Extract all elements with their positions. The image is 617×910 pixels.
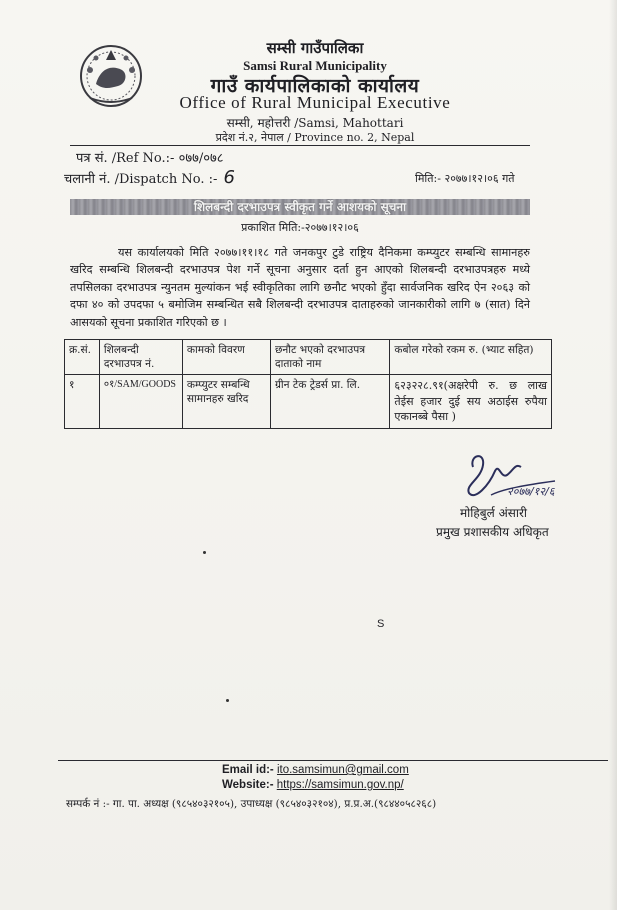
- municipality-name-en: Samsi Rural Municipality: [243, 58, 387, 73]
- published-date: प्रकाशित मिति:-२०७७।१२।०६: [241, 221, 359, 234]
- date-value: २०७७।१२।०६ गते: [444, 172, 515, 185]
- signatory-name: मोहिबुर्ल अंसारी: [460, 506, 527, 520]
- dispatch-number: [64, 167, 235, 188]
- table-header-cell: शिलबन्दी दरभाउपत्र नं.: [99, 340, 182, 375]
- notice-title: शिलबन्दी दरभाउपत्र स्वीकृत गर्ने आशयको सूचना: [193, 200, 407, 214]
- table-cell-work-description: कम्प्युटर सम्बन्धि सामानहरु खरिद: [182, 375, 270, 429]
- office-name-en: Office of Rural Municipal Executive: [179, 93, 451, 112]
- dispatch-value: 6: [223, 167, 235, 188]
- date-label: मिति:-: [415, 172, 441, 185]
- stray-mark: S: [377, 618, 385, 630]
- scan-speck: [203, 551, 206, 554]
- table-header-cell: कामको विवरण: [182, 340, 270, 375]
- table-cell-bid-number: ०१/SAM/GOODS: [99, 375, 182, 429]
- nepal-emblem-icon: [76, 40, 146, 110]
- office-name-np: गाउँ कार्यपालिकाको कार्यालय: [210, 75, 420, 97]
- notice-body: यस कार्यालयको मिति २०७७।११।१८ गते जनकपुर टुडे राष्ट्रिय दैनिकमा कम्प्युटर सम्बन्धि सामानहरु खरिद सम्बन्धि शिलबन्दी दरभाउपत्र पेश गर्ने सूचना अनुसार दर्ता हुन आएको शिलबन्दी दरभाउपत्रहरु मध्ये तपसिलका दरभाउपत्र न्युनतम मुल्यांकन भई स्वीकृतिका लागि छनौट भएको हुँदा सार्वजनिक खरिद ऐन २०६३ को दफा ४० को उपदफा ५ बमोजिम सम्बन्धित सबै शिलबन्दी दरभाउपत्र दाताहरुको जानकारीको लागि ७ (सात) दिने आसयको सूचना प्रकाशित गरिएको छ ।: [70, 246, 530, 329]
- address-line: सम्सी, महोत्तरी /Samsi, Mahottari: [226, 116, 404, 130]
- table-header-row: [65, 340, 552, 375]
- table-cell-serial: १: [65, 375, 100, 429]
- ref-value: ०७७/०७८: [178, 151, 224, 166]
- letter-date: [415, 171, 515, 186]
- signatory-title: प्रमुख प्रशासकीय अधिकृत: [436, 525, 549, 539]
- province-line: प्रदेश नं.२, नेपाल / Province no. 2, Nepal: [215, 131, 415, 144]
- table-row: [65, 375, 552, 429]
- ref-number: [76, 148, 224, 166]
- table-header-cell: क्र.सं.: [65, 340, 100, 375]
- ref-label: पत्र सं. /Ref No.:-: [76, 151, 175, 166]
- table-header-cell: कबोल गरेको रकम रु. (भ्याट सहित): [390, 340, 552, 375]
- dispatch-label: चलानी नं. /Dispatch No. :-: [64, 172, 218, 187]
- table-cell-amount: ६२३२२८.९१(अक्षरेपी रु. छ लाख तेईस हजार दुई सय अठाईस रुपैया एकानब्बे पैसा ): [390, 375, 552, 429]
- website-link[interactable]: https://samsimun.gov.np/: [276, 779, 404, 791]
- bid-table: [64, 339, 552, 429]
- signature-date: २०७७/१२/६: [507, 485, 555, 498]
- footer-divider: [58, 760, 608, 761]
- page-edge-shadow: [609, 0, 617, 910]
- table-header-cell: छनौट भएको दरभाउपत्र दाताको नाम: [270, 340, 389, 375]
- email-label: Email id:-: [222, 764, 274, 776]
- footer-email: [222, 764, 409, 776]
- email-link[interactable]: ito.samsimun@gmail.com: [276, 764, 409, 776]
- header-divider: [70, 145, 530, 146]
- municipality-name-np: सम्सी गाउँपालिका: [266, 39, 364, 57]
- table-cell-bidder-name: ग्रीन टेक ट्रेडर्स प्रा. लि.: [270, 375, 389, 429]
- footer-website: [222, 779, 404, 791]
- footer-contact: सम्पर्क नं :- गा. पा. अध्यक्ष (९८५४०३२१०५), उपाध्यक्ष (९८५४०३२१०४), प्र.प्र.अ.(९८४४०५८२६८): [66, 798, 437, 810]
- website-label: Website:-: [222, 779, 274, 791]
- scan-speck: [226, 699, 229, 702]
